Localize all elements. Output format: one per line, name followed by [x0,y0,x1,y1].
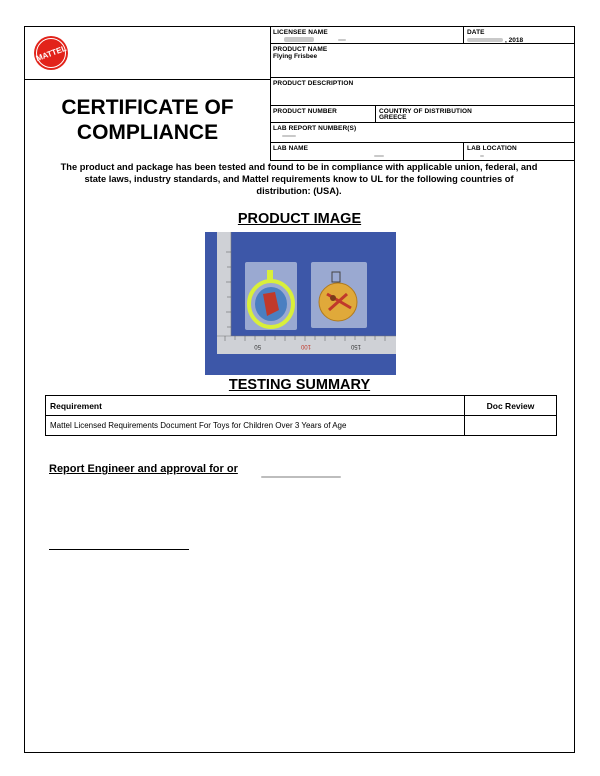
country-of-distribution-field [376,106,574,123]
requirement-cell: Mattel Licensed Requirements Document For Toys for Children Over 3 Years of Age [46,416,465,436]
ruler-label-100: 100 [300,343,311,349]
lab-location-label: LAB LOCATION [467,145,517,152]
lab-report-numbers-field [270,123,574,143]
product-number-label: PRODUCT NUMBER [273,108,337,115]
lab-location-field [464,143,574,161]
date-field [464,27,574,44]
product-name-field [270,44,574,78]
redaction-mark [284,37,314,42]
doc-review-cell [465,416,557,436]
certificate-page [24,26,575,753]
product-description-label: PRODUCT DESCRIPTION [273,80,354,87]
product-photo [205,232,396,375]
column-header-requirement: Requirement [46,396,465,416]
certificate-title-line2: COMPLIANCE [76,121,219,144]
licensee-name-label: LICENSEE NAME [273,29,328,36]
logo-text: MATTEL [34,43,68,64]
redaction-mark [480,155,484,157]
date-label: DATE [467,29,485,36]
lab-report-numbers-label: LAB REPORT NUMBER(S) [273,125,357,132]
signature-line [49,549,189,550]
ruler-label-150: 150 [350,343,361,349]
product-image-heading: PRODUCT IMAGE [237,211,362,227]
approval-text: Report Engineer and approval for or [49,463,238,475]
redaction-mark [374,155,384,157]
lab-name-field [270,143,464,161]
certificate-title-line1: CERTIFICATE OF [61,96,234,119]
date-value: , 2018 [505,37,524,44]
redaction-mark [467,38,503,42]
testing-summary-heading: TESTING SUMMARY [228,377,371,393]
redaction-mark [282,135,296,137]
frisbee-package-left [245,262,297,330]
table-row [46,416,557,436]
compliance-statement: The product and package has been tested and found to be in compliance with applicable union, federal, and state laws, industry standards, and Mattel requirements know to UL for the following countries of distribution: (USA). [60,162,538,196]
country-of-distribution-value: GREECE [379,114,407,121]
approval-line [49,463,238,475]
logo-cell [25,27,271,80]
redaction-mark [261,476,341,478]
country-of-distribution-label: COUNTRY OF DISTRIBUTION [379,108,472,115]
testing-summary-table [45,395,557,436]
lab-name-label: LAB NAME [273,145,309,152]
redaction-mark [338,39,346,41]
certificate-title [25,95,270,145]
certificate-header [25,27,574,161]
disc-package-right [311,262,367,328]
column-header-doc-review: Doc Review [465,396,557,416]
product-name-value: Flying Frisbee [273,53,318,60]
licensee-name-field [270,27,464,44]
product-name-label: PRODUCT NAME [273,46,328,53]
table-header-row [46,396,557,416]
product-description-field [270,78,574,106]
mattel-logo [33,35,69,71]
product-number-field [270,106,376,123]
ruler-label-50: 50 [254,343,261,349]
title-cell [25,79,271,161]
